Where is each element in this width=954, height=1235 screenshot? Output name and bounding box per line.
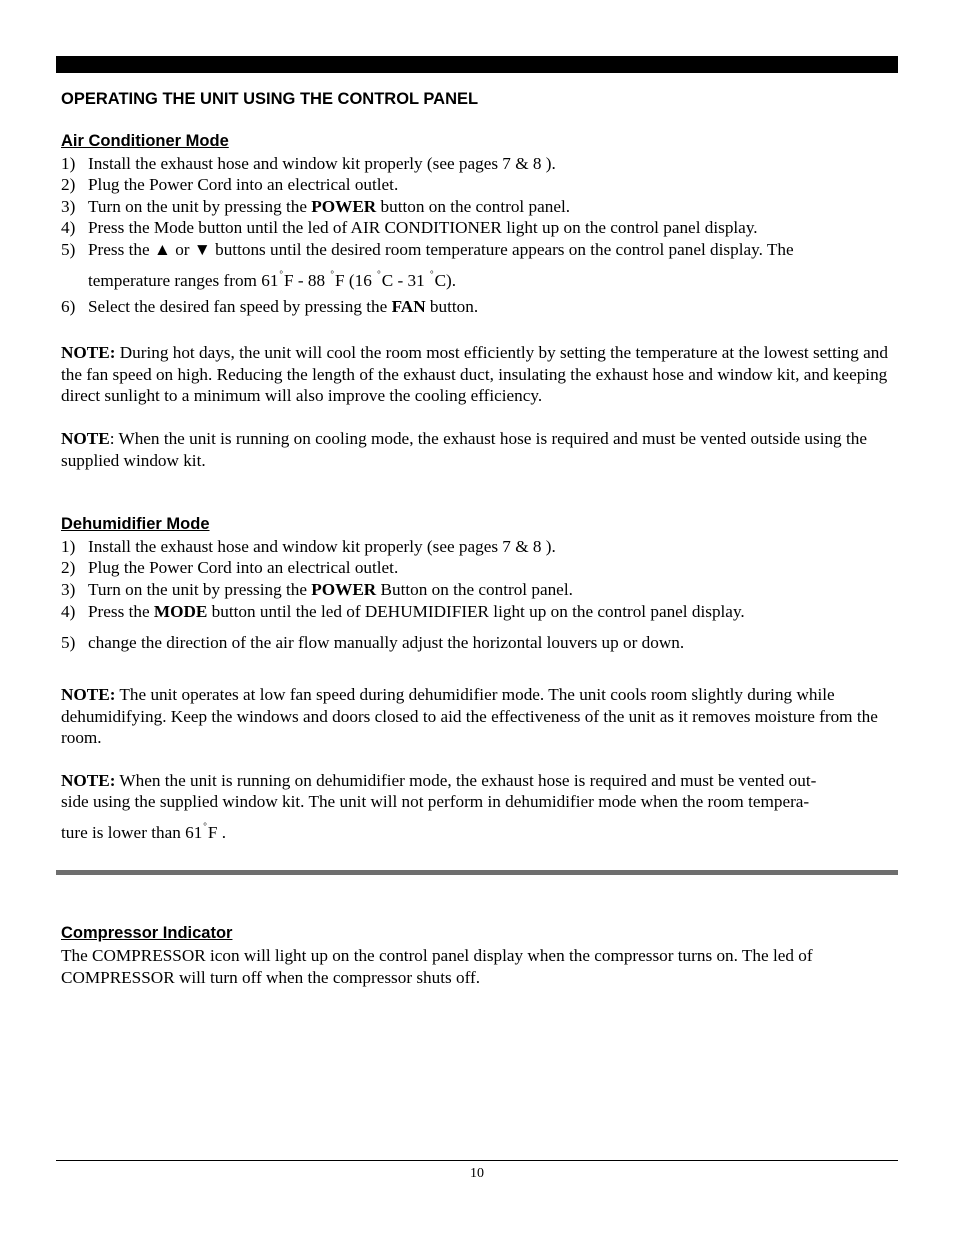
dh-note-exhaust-line-3: ture is lower than 61°F . — [61, 821, 227, 842]
ac-item-2-number: 2) — [61, 175, 76, 194]
dh-item-5-number: 5) — [61, 633, 76, 652]
section-divider — [56, 870, 898, 875]
dh-item-1-number: 1) — [61, 537, 76, 556]
dh-item-4-number: 4) — [61, 602, 76, 621]
dh-item-2-text: Plug the Power Cord into an electrical outlet. — [88, 558, 399, 577]
ac-note-exhaust: NOTE: When the unit is running on cooling mode, the exhaust hose is required and must be vented outside using the supplied window kit. — [61, 429, 867, 470]
dh-item-3-number: 3) — [61, 580, 76, 599]
ac-item-5-line-2: temperature ranges from 61°F - 88 °F (16 °C - 31 °C). — [88, 269, 457, 290]
dh-item-2-number: 2) — [61, 558, 76, 577]
dehumidifier-mode-heading: Dehumidifier Mode — [61, 515, 210, 533]
ac-item-6-text: Select the desired fan speed by pressing the FAN button. — [88, 297, 479, 316]
top-header-bar — [56, 56, 898, 73]
page-title: OPERATING THE UNIT USING THE CONTROL PANEL — [61, 90, 479, 108]
ac-mode-heading: Air Conditioner Mode — [61, 132, 229, 150]
compressor-indicator-heading: Compressor Indicator — [61, 924, 233, 942]
footer-rule — [56, 1160, 898, 1161]
ac-item-3-text: Turn on the unit by pressing the POWER button on the control panel. — [88, 197, 571, 216]
dh-item-4-text: Press the MODE button until the led of DEHUMIDIFIER light up on the control panel display. — [88, 602, 745, 621]
dh-note-operation: NOTE: The unit operates at low fan speed during dehumidifier mode. The unit cools room slightly during while dehumidifying. Keep the windows and doors closed to aid the effectiveness of the unit as it removes moisture from the room. — [61, 685, 878, 747]
dh-item-3-text: Turn on the unit by pressing the POWER Button on the control panel. — [88, 580, 573, 599]
compressor-indicator-text: The COMPRESSOR icon will light up on the control panel display when the compressor turns on. The led of COMPRESSOR will turn off when the compressor shuts off. — [61, 946, 813, 987]
dh-note-exhaust-line-1: NOTE: When the unit is running on dehumidifier mode, the exhaust hose is required and must be vented out- — [61, 771, 817, 790]
ac-item-1-text: Install the exhaust hose and window kit properly (see pages 7 & 8 ). — [88, 154, 556, 173]
ac-item-4-number: 4) — [61, 218, 76, 237]
dh-item-5-text: change the direction of the air flow manually adjust the horizontal louvers up or down. — [88, 633, 685, 652]
ac-item-1-number: 1) — [61, 154, 76, 173]
ac-note-efficiency: NOTE: During hot days, the unit will cool the room most efficiently by setting the temperature at the lowest setting and the fan speed on high. Reducing the length of the exhaust duct, insulating the exhaust hose and window kit, and keeping direct sunlight to a minimum will also improve the cooling efficiency. — [61, 343, 888, 405]
ac-item-5-number: 5) — [61, 240, 76, 259]
ac-item-3-number: 3) — [61, 197, 76, 216]
dh-note-exhaust-line-2: side using the supplied window kit. The unit will not perform in dehumidifier mode when the room tempera- — [61, 792, 810, 811]
ac-item-4-text: Press the Mode button until the led of AIR CONDITIONER light up on the control panel display. — [88, 218, 758, 237]
page-number: 10 — [470, 1166, 484, 1181]
ac-item-6-number: 6) — [61, 297, 76, 316]
dh-item-1-text: Install the exhaust hose and window kit properly (see pages 7 & 8 ). — [88, 537, 556, 556]
ac-item-2-text: Plug the Power Cord into an electrical outlet. — [88, 175, 399, 194]
ac-item-5-line-1: Press the ▲ or ▼ buttons until the desired room temperature appears on the control panel display. The — [88, 240, 794, 259]
